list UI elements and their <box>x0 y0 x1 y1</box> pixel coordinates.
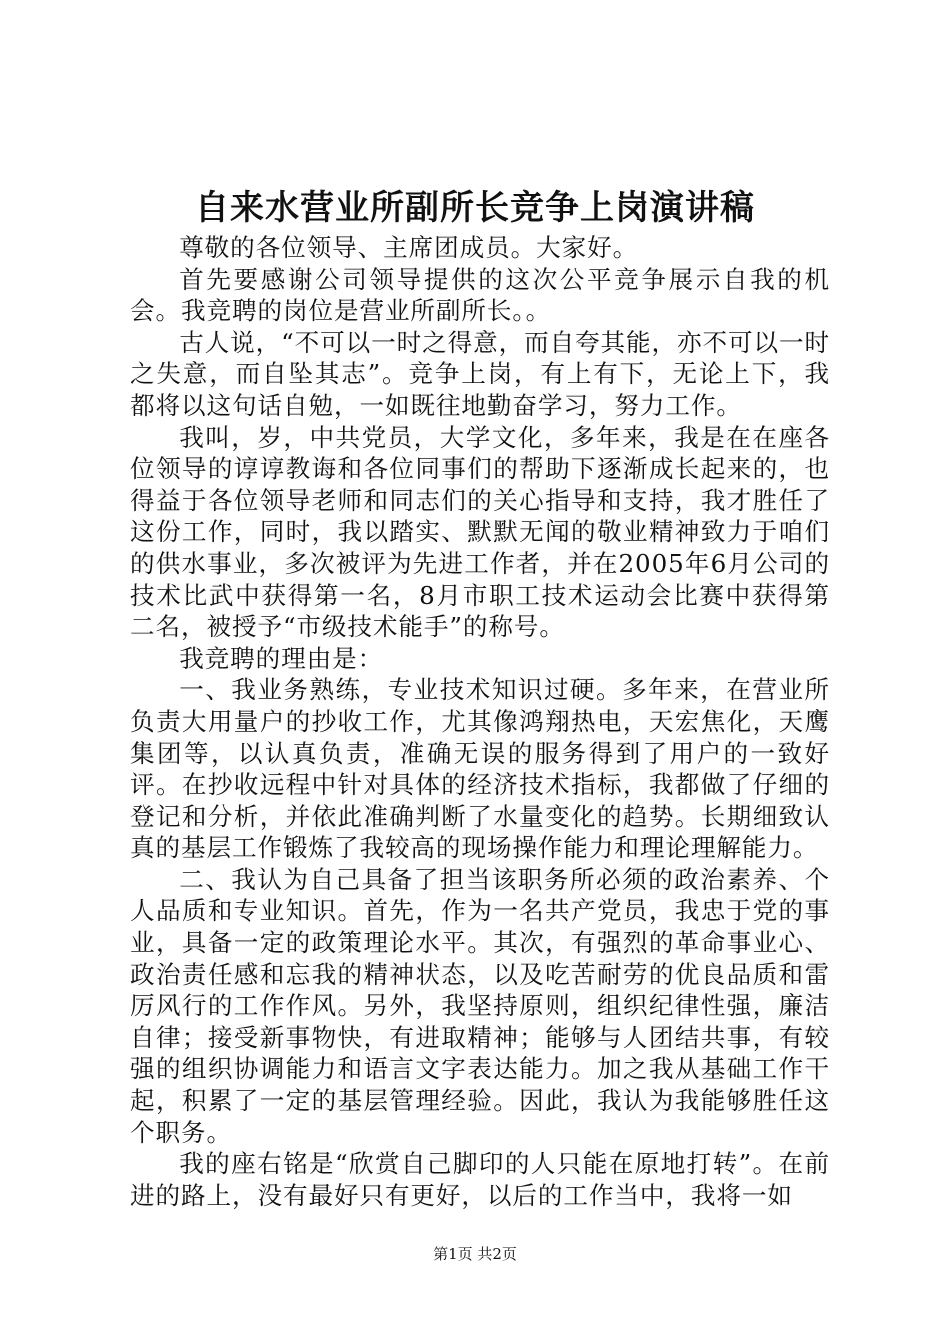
paragraph-motto: 我的座右铭是“欣赏自己脚印的人只能在原地打转”。在前进的路上，没有最好只有更好，以后的工作当中，我将一如 <box>130 1149 830 1210</box>
document-body <box>130 232 830 1211</box>
document-title: 自来水营业所副所长竞争上岗演讲稿 <box>195 188 755 228</box>
paragraph-greeting: 尊敬的各位领导、主席团成员。大家好。 <box>179 233 639 262</box>
paragraph-self-intro: 我叫，岁，中共党员，大学文化，多年来，我是在在座各位领导的谆谆教诲和各位同事们的帮助下逐渐成长起来的，也得益于各位领导老师和同志们的关心指导和支持，我才胜任了这份工作，同时，我以踏实、默默无闻的敬业精神致力于咱们的供水事业，多次被评为先进工作者，并在2005年6月公司的技术比武中获得第一名，8月市职工技术运动会比赛中获得第二名，被授予“市级技术能手”的称号。 <box>130 422 830 642</box>
paragraph-reason-one: 一、我业务熟练，专业技术知识过硬。多年来，在营业所负责大用量户的抄收工作，尤其像鸿翔热电，天宏焦化，天鹰集团等，以认真负责，准确无误的服务得到了用户的一致好评。在抄收远程中针对具体的经济技术指标，我都做了仔细的登记和分析，并依此准确判断了水量变化的趋势。长期细致认真的基层工作锻炼了我较高的现场操作能力和理论理解能力。 <box>130 675 830 863</box>
paragraph-reason-two: 二、我认为自己具备了担当该职务所必须的政治素养、个人品质和专业知识。首先，作为一名共产党员，我忠于党的事业，具备一定的政策理论水平。其次，有强烈的革命事业心、政治责任感和忘我的精神状态，以及吃苦耐劳的优良品质和雷厉风行的工作作风。另外，我坚持原则，组织纪律性强，廉洁自律；接受新事物快，有进取精神；能够与人团结共事，有较强的组织协调能力和语言文字表达能力。加之我从基础工作干起，积累了一定的基层管理经验。因此，我认为我能够胜任这个职务。 <box>130 864 830 1147</box>
paragraph-reasons-heading: 我竞聘的理由是： <box>179 643 384 673</box>
page-number-footer: 第1页 共2页 <box>433 1245 517 1263</box>
paragraph-quote: 古人说，“不可以一时之得意，而自夸其能，亦不可以一时之失意，而自坠其志”。竞争上岗，有上有下，无论上下，我都将以这句话自勉，一如既往地勤奋学习，努力工作。 <box>130 327 831 420</box>
paragraph-thanks: 首先要感谢公司领导提供的这次公平竞争展示自我的机会。我竞聘的岗位是营业所副所长。。 <box>130 264 830 326</box>
